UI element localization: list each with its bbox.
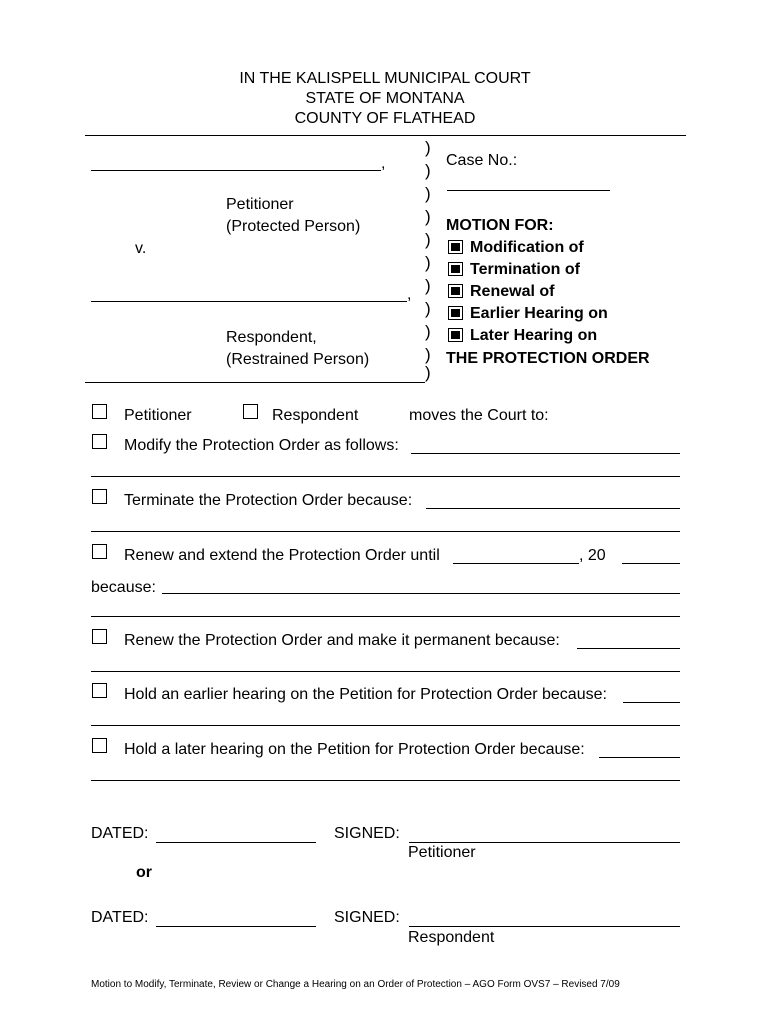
- terminate-reason-line[interactable]: [426, 508, 680, 509]
- caption-divider: [85, 382, 425, 383]
- modify-label: Modify the Protection Order as follows:: [124, 437, 399, 454]
- motion-checkbox-later-hearing[interactable]: [448, 328, 463, 342]
- permanent-reason-line[interactable]: [577, 648, 680, 649]
- petitioner-caption: Petitioner: [408, 844, 476, 861]
- earlier-hearing-label: Hold an earlier hearing on the Petition for Protection Order because:: [124, 686, 607, 703]
- motion-checkbox-renewal[interactable]: [448, 284, 463, 298]
- caption-paren: ): [425, 276, 431, 295]
- moves-text: moves the Court to:: [409, 407, 549, 424]
- motion-item-earlier-hearing: Earlier Hearing on: [470, 305, 608, 322]
- caption-paren: ): [425, 207, 431, 226]
- petitioner-option-label: Petitioner: [124, 407, 192, 424]
- respondent-name-line[interactable]: [91, 301, 407, 302]
- caption-paren: ): [425, 253, 431, 272]
- motion-checkbox-modification[interactable]: [448, 240, 463, 254]
- or-text: or: [136, 864, 152, 881]
- renew-extend-checkbox[interactable]: [92, 544, 107, 559]
- caption-paren: ): [425, 299, 431, 318]
- caption-paren: ): [425, 184, 431, 203]
- case-no-line[interactable]: [447, 190, 610, 191]
- petitioner-date-line[interactable]: [156, 842, 316, 843]
- form-footer: Motion to Modify, Terminate, Review or Change a Hearing on an Order of Protection – AGO Form OVS7 – Revised 7/09: [91, 979, 620, 990]
- later-hearing-checkbox[interactable]: [92, 738, 107, 753]
- renew-reason-line[interactable]: [162, 593, 680, 594]
- renew-until-date-line[interactable]: [453, 563, 579, 564]
- caption-paren: ): [425, 322, 431, 341]
- case-no-label: Case No.:: [446, 152, 518, 169]
- earlier-reason-line[interactable]: [91, 725, 680, 726]
- terminate-reason-line[interactable]: [91, 531, 680, 532]
- terminate-label: Terminate the Protection Order because:: [124, 492, 413, 509]
- motion-item-modification: Modification of: [470, 239, 584, 256]
- motion-checkbox-termination[interactable]: [448, 262, 463, 276]
- later-hearing-label: Hold a later hearing on the Petition for Protection Order because:: [124, 741, 585, 758]
- renew-year-line[interactable]: [622, 563, 680, 564]
- permanent-reason-line[interactable]: [91, 671, 680, 672]
- petitioner-comma: ,: [381, 155, 386, 172]
- caption-paren: ): [425, 138, 431, 157]
- dated-label: DATED:: [91, 825, 149, 842]
- dated-label: DATED:: [91, 909, 149, 926]
- motion-item-renewal: Renewal of: [470, 283, 555, 300]
- modify-checkbox[interactable]: [92, 434, 107, 449]
- because-label: because:: [91, 579, 156, 596]
- county-name: COUNTY OF FLATHEAD: [294, 110, 476, 127]
- year-prefix: , 20: [579, 547, 606, 564]
- renew-permanent-label: Renew the Protection Order and make it permanent because:: [124, 632, 560, 649]
- petitioner-signature-line[interactable]: [409, 842, 680, 843]
- versus-text: v.: [135, 240, 147, 257]
- renew-permanent-checkbox[interactable]: [92, 629, 107, 644]
- motion-checkbox-earlier-hearing[interactable]: [448, 306, 463, 320]
- respondent-label: Respondent,: [226, 329, 317, 346]
- court-name: IN THE KALISPELL MUNICIPAL COURT: [239, 70, 531, 87]
- respondent-sub: (Restrained Person): [226, 351, 370, 368]
- modify-reason-line[interactable]: [91, 476, 680, 477]
- motion-title: MOTION FOR:: [446, 217, 554, 234]
- renew-reason-line[interactable]: [91, 616, 680, 617]
- caption-paren: ): [425, 230, 431, 249]
- petitioner-name-line[interactable]: [91, 170, 381, 171]
- respondent-checkbox[interactable]: [243, 404, 258, 419]
- motion-footer: THE PROTECTION ORDER: [446, 350, 650, 367]
- respondent-option-label: Respondent: [272, 407, 359, 424]
- petitioner-checkbox[interactable]: [92, 404, 107, 419]
- renew-extend-label: Renew and extend the Protection Order until: [124, 547, 440, 564]
- later-reason-line[interactable]: [91, 780, 680, 781]
- respondent-comma: ,: [407, 286, 412, 303]
- caption-paren: ): [425, 345, 431, 364]
- later-reason-line[interactable]: [599, 757, 680, 758]
- petitioner-label: Petitioner: [226, 196, 294, 213]
- earlier-reason-line[interactable]: [623, 702, 680, 703]
- respondent-caption: Respondent: [408, 929, 495, 946]
- motion-item-later-hearing: Later Hearing on: [470, 327, 598, 344]
- caption-paren: ): [425, 161, 431, 180]
- signed-label: SIGNED:: [334, 909, 400, 926]
- motion-item-termination: Termination of: [470, 261, 580, 278]
- modify-reason-line[interactable]: [411, 453, 680, 454]
- header-divider: [85, 135, 686, 136]
- respondent-signature-line[interactable]: [409, 926, 680, 927]
- petitioner-sub: (Protected Person): [226, 218, 361, 235]
- earlier-hearing-checkbox[interactable]: [92, 683, 107, 698]
- signed-label: SIGNED:: [334, 825, 400, 842]
- terminate-checkbox[interactable]: [92, 489, 107, 504]
- state-name: STATE OF MONTANA: [305, 90, 465, 107]
- caption-paren: ): [425, 363, 431, 382]
- respondent-date-line[interactable]: [156, 926, 316, 927]
